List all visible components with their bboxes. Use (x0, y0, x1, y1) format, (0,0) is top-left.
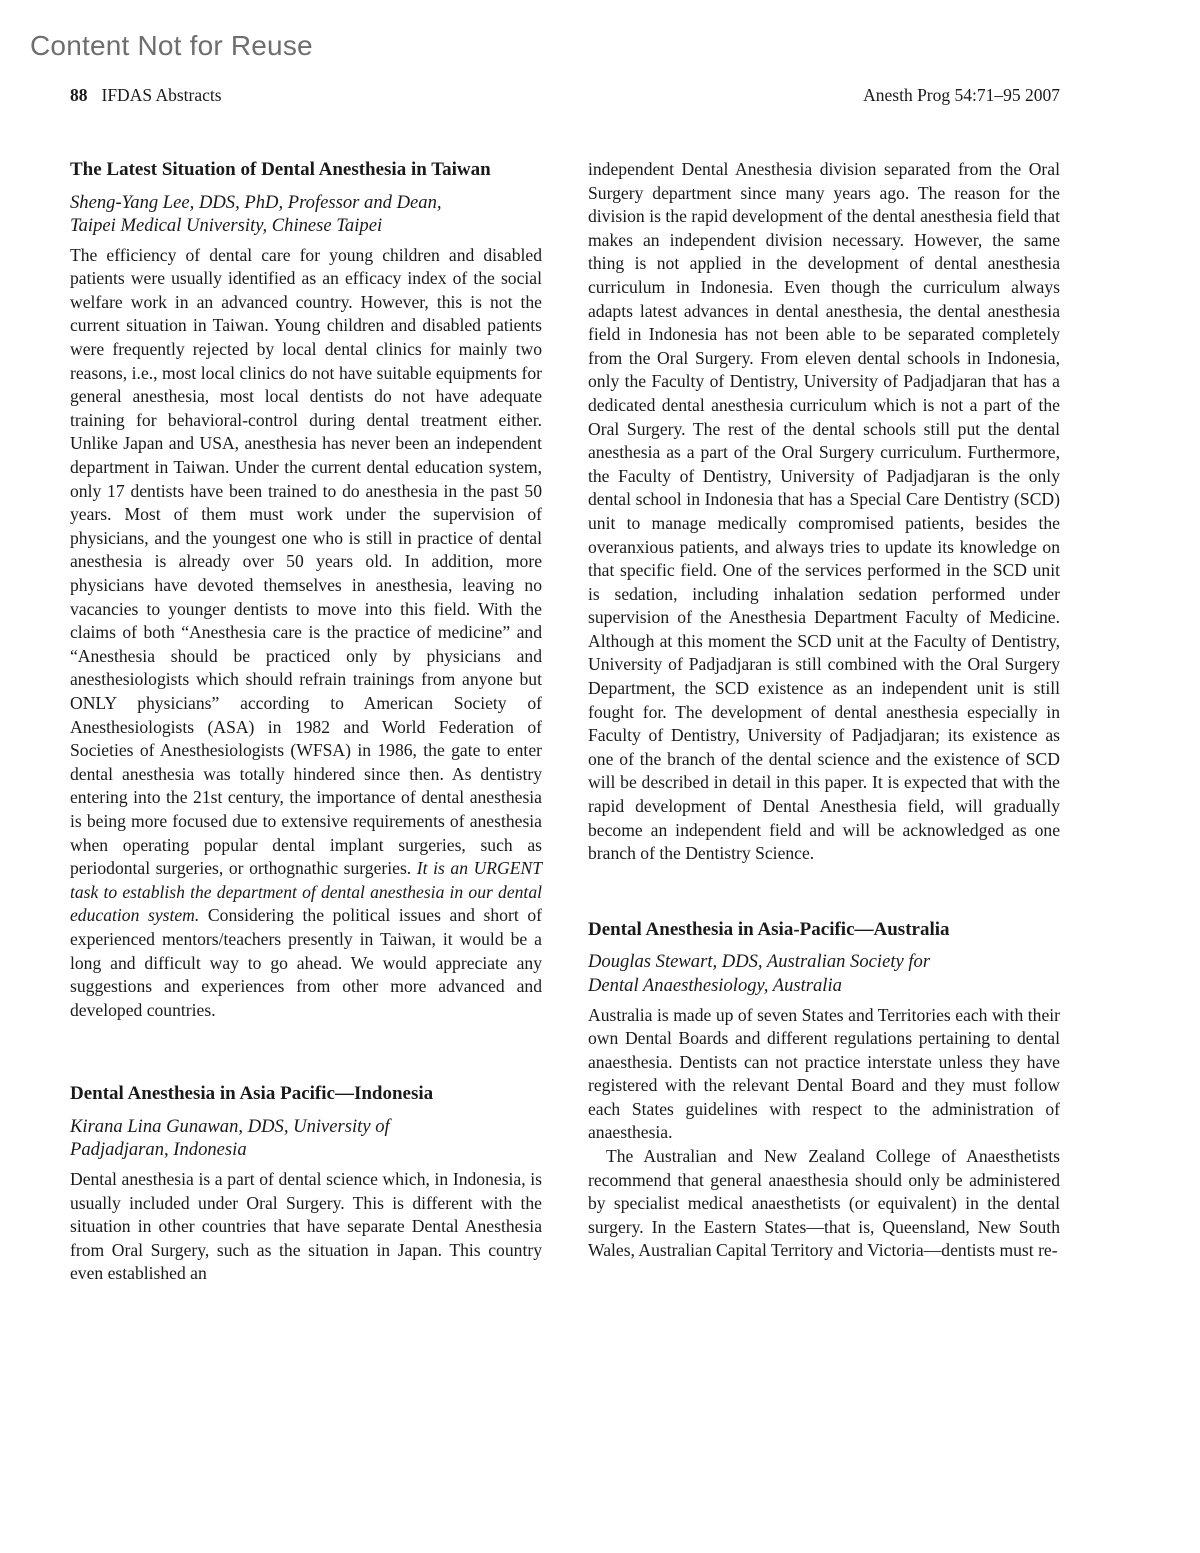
article-paragraph: The Australian and New Zealand College of Anaesthetists recommend that general anaesthesia should only be administered by specialist medical anaesthetists (or equivalent) in the dental surgery. In the Eastern States—that is, Queensland, New South Wales, Australian Capital Territory and Victoria—dentists must re- (588, 1146, 1060, 1261)
watermark: Content Not for Reuse (30, 30, 313, 61)
author-line: Kirana Lina Gunawan, DDS, University of (70, 1115, 390, 1137)
author-line: Sheng-Yang Lee, DDS, PhD, Professor and Dean, (70, 191, 442, 213)
journal-citation: Anesth Prog 54:71–95 2007 (863, 85, 1060, 105)
article-australia (588, 918, 1060, 1263)
article-author (70, 191, 542, 238)
article-author (588, 950, 1060, 997)
author-affiliation: Dental Anaesthesiology, Australia (588, 974, 842, 996)
running-head-left (70, 85, 222, 106)
article-body-continued: independent Dental Anesthesia division separated from the Oral Surgery department since many years ago. The reason for the division is the rapid development of the dental anesthesia field that makes an independent division necessary. However, the same thing is not applied in the development of dental anesthesia curriculum in Indonesia. Even though the curriculum always adapts latest advances in dental anesthesia, the dental anesthesia field in Indonesia has not been able to be separated completely from the Oral Surgery. From eleven dental schools in Indonesia, only the Faculty of Dentistry, University of Padjadjaran that has a dedicated dental anesthesia curriculum which is not a part of the Oral Surgery. The rest of the dental schools still put the dental anesthesia as a part of the Oral Surgery curriculum. Furthermore, the Faculty of Dentistry, University of Padjadjaran is the only dental school in Indonesia that has a Special Care Dentistry (SCD) unit to manage medically compromised patients, besides the overanxious patients, and always tries to update its knowledge on that specific field. One of the services performed in the SCD unit is sedation, including inhalation sedation performed under supervision of the Anesthesia Department Faculty of Medicine. Although at this moment the SCD unit at the Faculty of Dentistry, University of Padjadjaran is still combined with the Oral Surgery Department, the SCD existence as an independent unit is still fought for. The development of dental anesthesia especially in Faculty of Dentistry, University of Padjadjaran; its existence as one of the branch of the dental science and the existence of SCD will be described in detail in this paper. It is expected that with the rapid development of Dental Anesthesia field, will gradually become an independent field and will be acknowledged as one branch of the Dentistry Science. (588, 159, 1060, 864)
article-title: Dental Anesthesia in Asia Pacific—Indonesia (70, 1083, 434, 1105)
body-emphasis: It is an URGENT task to establish the department of dental anesthesia in our dental education system. (70, 858, 542, 926)
body-text: The efficiency of dental care for young children and disabled patients were usually identified as an efficacy index of the social welfare work in an advanced country. However, this is not the current situation in Taiwan. Young children and disabled patients were frequently rejected by local dental clinics for mainly two reasons, i.e., most local clinics do not have suitable equipments for general anesthesia, most local dentists do not have adequate training for behavioral-control during dental treatment either. Unlike Japan and USA, anesthesia has never been an independent department in Taiwan. Under the current dental education system, only 17 dentists have been trained to do anesthesia in the past 50 years. Most of them must work under the supervision of physicians, and the youngest one who is still in practice of dental anesthesia is already over 50 years old. In addition, more physicians have devoted themselves in anesthesia, leaving no vacancies to younger dentists to move into this field. With the claims of both “Anesthesia care is the practice of medicine” and “Anesthesia should be practiced only by physicians and anesthesiologists which should refrain trainings from anyone but ONLY physicians” according to American Society of Anesthesiologists (ASA) in 1982 and World Federation of Societies of Anesthesiologists (WFSA) in 1986, the gate to enter dental anesthesia was totally hindered since then. As dentistry entering into the 21st century, the importance of dental anesthesia is being more focused due to extensive requirements of anesthesia when operating popular dental implant surgeries, such as periodontal surgeries, or orthognathic surgeries. (70, 244, 542, 879)
article-taiwan (70, 158, 542, 1022)
author-affiliation: Padjadjaran, Indonesia (70, 1139, 247, 1161)
article-paragraph: Australia is made up of seven States and Territories each with their own Dental Boards and different regulations pertaining to dental anaesthesia. Dentists can not practice interstate unless they have registered with the relevant Dental Board and they must follow each States guidelines with respect to the administration of anaesthesia. (588, 1004, 1060, 1143)
article-title: Dental Anesthesia in Asia-Pacific—Australia (588, 918, 950, 940)
body-text: Considering the political issues and short of experienced mentors/teachers presently in Taiwan, it would be a long and difficult way to go ahead. We would appreciate any suggestions and experiences from other more advanced and developed countries. (70, 905, 542, 1020)
section-name: IFDAS Abstracts (101, 85, 222, 105)
article-indonesia (70, 1082, 542, 1286)
running-head (70, 85, 1060, 106)
article-author (70, 1115, 542, 1162)
left-column (70, 158, 542, 1286)
article-body (70, 244, 542, 1023)
page-number: 88 (70, 85, 88, 105)
author-affiliation: Taipei Medical University, Chinese Taipei (70, 215, 383, 237)
author-line: Douglas Stewart, DDS, Australian Society for (588, 951, 931, 973)
right-column (588, 158, 1060, 1263)
article-title: The Latest Situation of Dental Anesthesia in Taiwan (70, 159, 491, 180)
article-body: Dental anesthesia is a part of dental science which, in Indonesia, is usually included under Oral Surgery. This is different with the situation in other countries that have separate Dental Anesthesia from Oral Surgery, such as the situation in Japan. This country even established an (70, 1168, 542, 1284)
